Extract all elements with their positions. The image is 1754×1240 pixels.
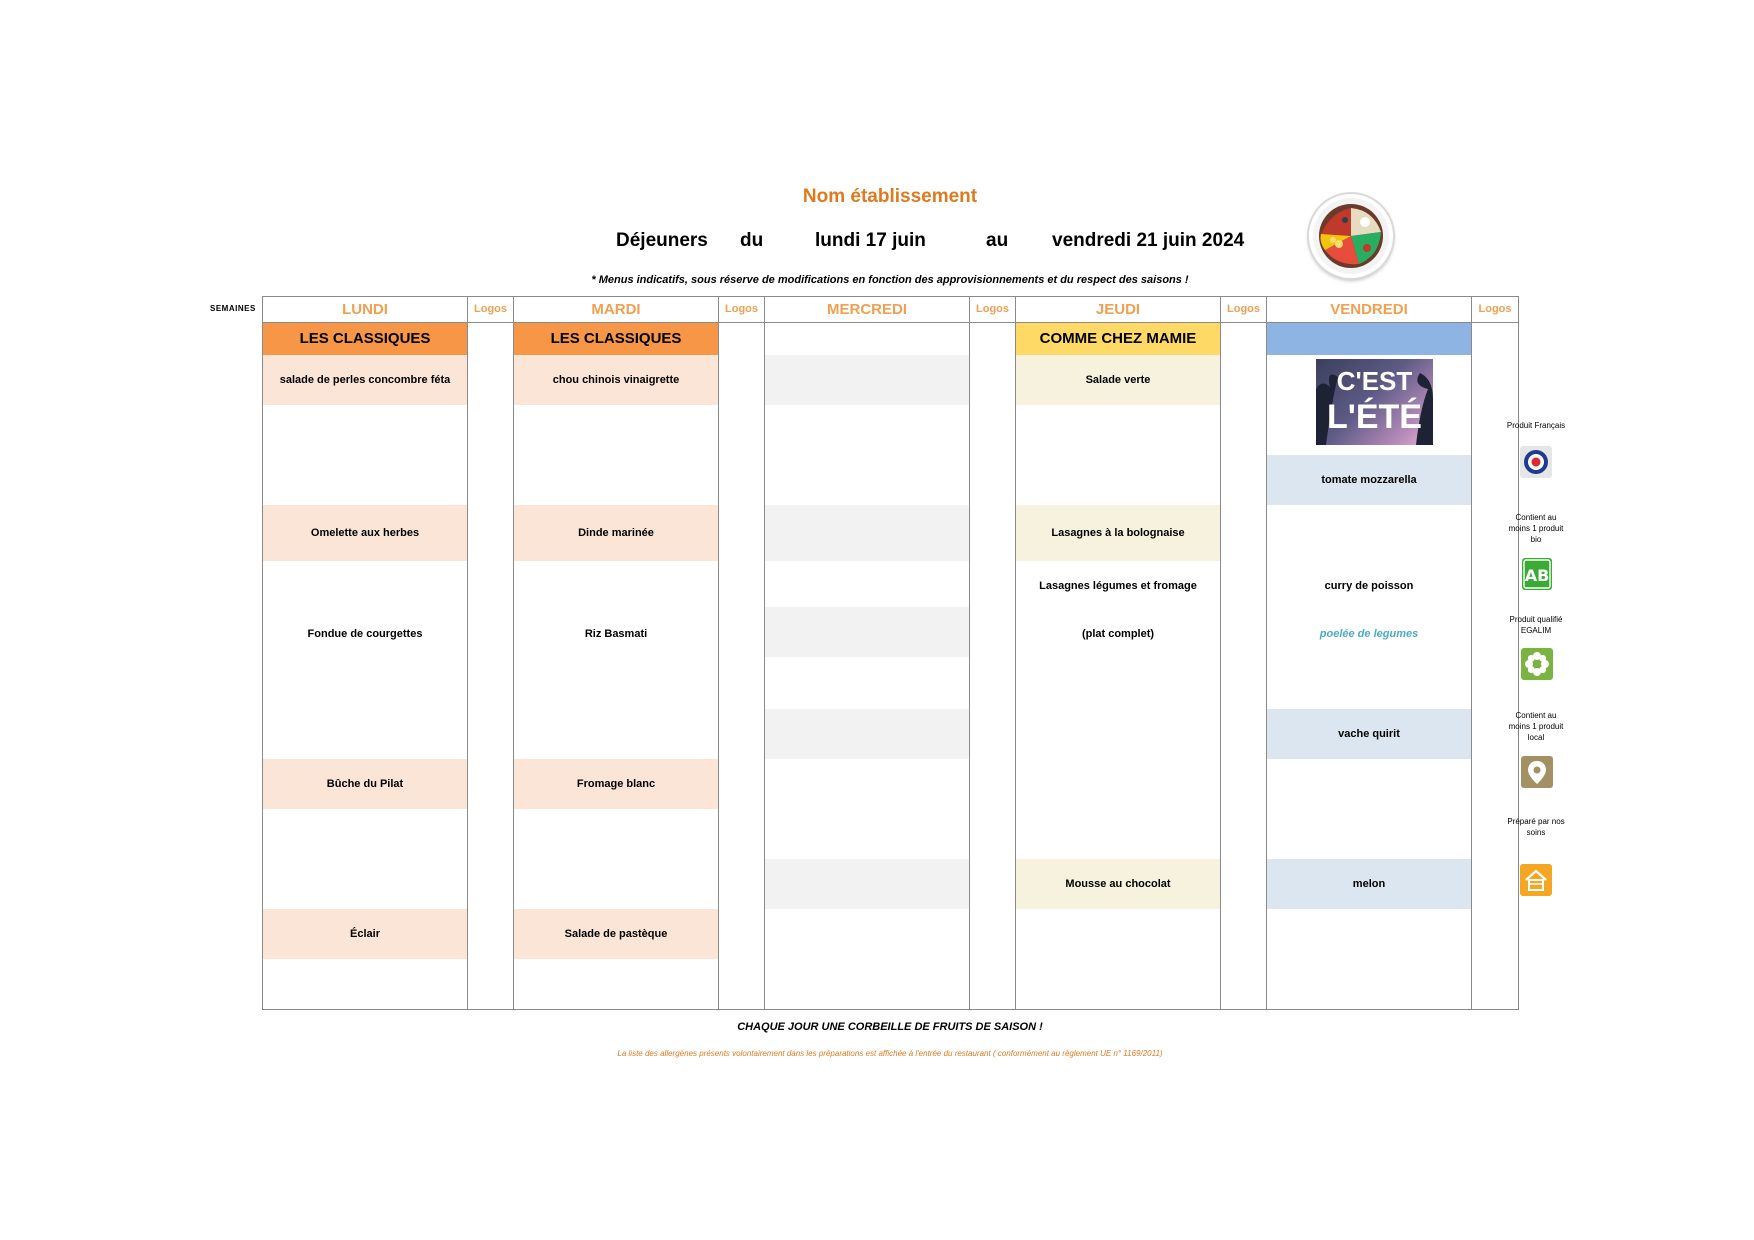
menu-item: Éclair — [263, 909, 467, 959]
summer-banner-image — [1316, 359, 1433, 445]
theme-banner-mardi: LES CLASSIQUES — [514, 323, 718, 355]
summer-banner-line1: C'EST — [1336, 366, 1413, 396]
day-header-vendredi: VENDREDI — [1330, 301, 1408, 318]
egalim-flower-icon — [1521, 648, 1553, 680]
legend-label-homemade: Préparé par nos soins — [1507, 817, 1565, 837]
establishment-title: Nom établissement — [802, 186, 978, 207]
ab-bio-icon — [1522, 558, 1554, 590]
menu-item: tomate mozzarella — [1267, 455, 1471, 505]
menu-disclaimer: * Menus indicatifs, sous réserve de modifications en fonction des approvisionnements et du respect des saisons ! — [591, 274, 1189, 286]
french-roundel-icon — [1520, 446, 1552, 478]
menu-item: Fondue de courgettes — [307, 628, 423, 640]
legend-label-french: Produit Français — [1506, 421, 1566, 430]
menu-item: Omelette aux herbes — [263, 505, 467, 561]
menu-item: vache quirit — [1267, 709, 1471, 759]
menu-item: Mousse au chocolat — [1016, 859, 1220, 909]
empty-menu-cell — [765, 607, 969, 657]
empty-menu-cell — [765, 505, 969, 561]
logos-header: Logos — [725, 303, 758, 315]
logos-header: Logos — [1478, 303, 1512, 315]
legend-label-bio: Contient au moins 1 produit bio — [1508, 513, 1564, 544]
day-header-mardi: MARDI — [591, 301, 641, 318]
location-pin-icon — [1521, 756, 1553, 788]
menu-item: curry de poisson — [1324, 580, 1414, 592]
menu-item: Riz Basmati — [584, 628, 648, 640]
theme-banner-lundi: LES CLASSIQUES — [263, 323, 467, 355]
empty-menu-cell — [765, 709, 969, 759]
fruit-basket-note: CHAQUE JOUR UNE CORBEILLE DE FRUITS DE SAISON ! — [737, 1021, 1043, 1033]
end-date: vendredi 21 juin 2024 — [1052, 230, 1245, 251]
menu-item: (plat complet) — [1081, 628, 1155, 640]
day-header-mercredi: MERCREDI — [826, 301, 907, 318]
salad-bowl-image — [1309, 194, 1393, 278]
menu-item: Bûche du Pilat — [263, 759, 467, 809]
menu-item: Lasagnes légumes et fromage — [1039, 580, 1197, 592]
menu-item: Salade de pastèque — [514, 909, 718, 959]
menu-item: Lasagnes à la bolognaise — [1016, 505, 1220, 561]
start-date: lundi 17 juin — [815, 230, 926, 251]
menu-item: Fromage blanc — [514, 759, 718, 809]
menu-item: Salade verte — [1016, 355, 1220, 405]
menu-item: Dinde marinée — [514, 505, 718, 561]
weeks-label: SEMAINES — [210, 304, 256, 313]
menu-item: chou chinois vinaigrette — [514, 355, 718, 405]
empty-menu-cell — [765, 859, 969, 909]
svg-text:AB: AB — [1524, 566, 1550, 585]
theme-banner-jeudi: COMME CHEZ MAMIE — [1016, 323, 1220, 355]
summer-banner-line2: L'ÉTÉ — [1327, 398, 1422, 436]
logos-header: Logos — [976, 303, 1009, 315]
from-label: du — [740, 230, 764, 251]
logos-header: Logos — [1227, 303, 1260, 315]
day-header-lundi: LUNDI — [342, 301, 388, 318]
theme-banner-vendredi — [1267, 323, 1471, 355]
logos-header: Logos — [474, 303, 507, 315]
day-header-jeudi: JEUDI — [1095, 301, 1141, 318]
menu-item: salade de perles concombre féta — [263, 355, 467, 405]
meals-label: Déjeuners — [616, 230, 708, 251]
to-label: au — [986, 230, 1009, 251]
menu-item: poelée de legumes — [1319, 628, 1419, 640]
legend-label-egalim: Produit qualifié EGALIM — [1509, 615, 1563, 635]
allergen-notice: La liste des allergènes présents volontairement dans les préparations est affichée à l'entrée du restaurant ( conformément au règlement UE n° 1169/2011) — [617, 1049, 1163, 1058]
empty-menu-cell — [765, 355, 969, 405]
menu-item: melon — [1267, 859, 1471, 909]
house-icon — [1520, 864, 1552, 896]
weekly-menu-table — [262, 296, 1519, 1010]
legend-label-local: Contient au moins 1 produit local — [1508, 711, 1564, 742]
